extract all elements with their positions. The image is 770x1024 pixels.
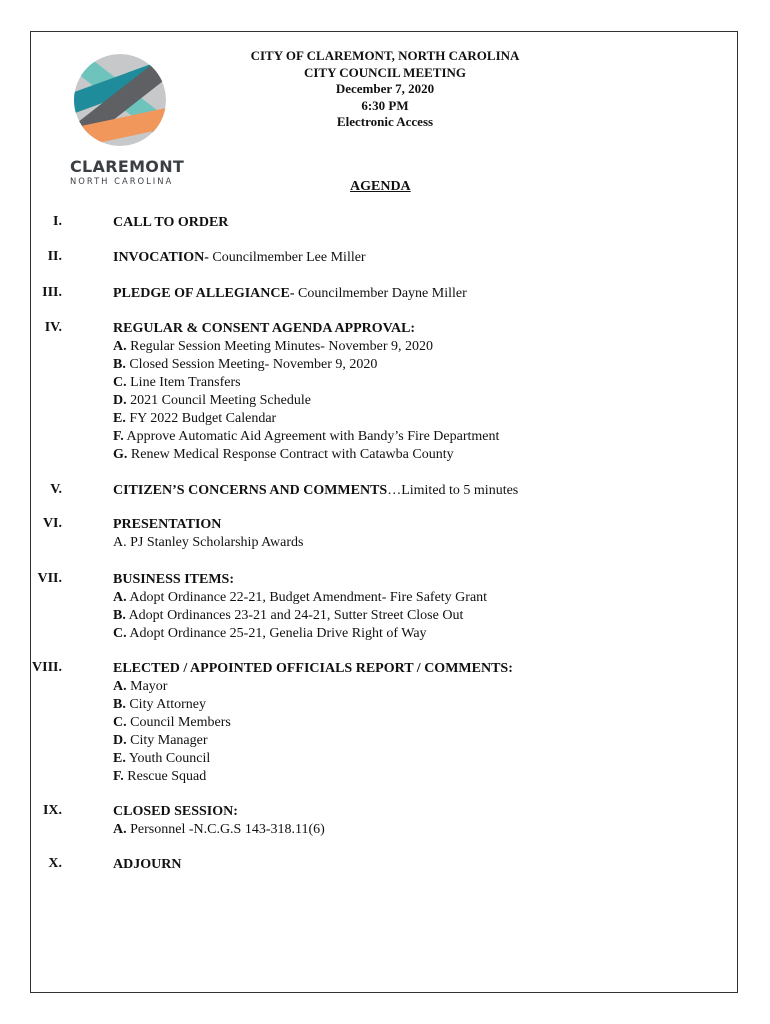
logo-subtitle: NORTH CAROLINA (70, 176, 174, 186)
agenda-title: AGENDA (350, 179, 411, 194)
section-title: CLOSED SESSION: (113, 804, 238, 819)
list-item: A. Personnel -N.C.G.S 143-318.11(6) (113, 822, 325, 837)
list-item: A. Mayor (113, 679, 168, 694)
list-item: G. Renew Medical Response Contract with Catawba County (113, 447, 454, 462)
section-title: CALL TO ORDER (113, 215, 229, 230)
logo-wordmark (70, 157, 185, 187)
list-item: A. Adopt Ordinance 22-21, Budget Amendment- Fire Safety Grant (113, 590, 488, 605)
section-detail: Councilmember Dayne Miller (294, 286, 467, 301)
section-title: BUSINESS ITEMS: (113, 572, 234, 587)
section-numeral: IX. (42, 803, 62, 818)
header-meeting: CITY COUNCIL MEETING (303, 64, 467, 80)
section-title: PRESENTATION (113, 517, 222, 532)
section-title: ELECTED / APPOINTED OFFICIALS REPORT / COMMENTS: (113, 661, 513, 676)
list-item: C. Adopt Ordinance 25-21, Genelia Drive Right of Way (113, 626, 427, 641)
header-date: December 7, 2020 (335, 81, 435, 96)
list-item: E. FY 2022 Budget Calendar (113, 411, 277, 426)
document-header (170, 48, 600, 131)
list-item: A. Regular Session Meeting Minutes- November 9, 2020 (113, 339, 434, 354)
list-item: E. Youth Council (113, 751, 211, 766)
section-detail: Councilmember Lee Miller (208, 250, 366, 265)
section-numeral: II. (47, 249, 62, 264)
section-numeral: VIII. (32, 660, 62, 675)
list-item: D. City Manager (113, 733, 208, 748)
section-numeral: V. (50, 482, 62, 497)
list-item: B. City Attorney (113, 697, 206, 712)
section-title: ADJOURN (113, 857, 182, 872)
list-item: C. Council Members (113, 715, 231, 730)
header-city: CITY OF CLAREMONT, NORTH CAROLINA (250, 48, 520, 63)
section-numeral: IV. (44, 320, 62, 335)
section-numeral: VI. (42, 516, 62, 531)
section-numeral: X. (48, 856, 62, 871)
section-title: PLEDGE OF ALLEGIANCE- (113, 286, 295, 301)
section-title: REGULAR & CONSENT AGENDA APPROVAL: (113, 321, 416, 336)
list-item: C. Line Item Transfers (113, 375, 241, 390)
list-item: B. Adopt Ordinances 23-21 and 24-21, Sutter Street Close Out (113, 608, 464, 623)
logo-name: CLAREMONT (70, 157, 185, 176)
list-item: B. Closed Session Meeting- November 9, 2020 (113, 357, 378, 372)
section-title: INVOCATION- (113, 250, 209, 265)
section-numeral: III. (42, 285, 62, 300)
section-detail: …Limited to 5 minutes (387, 483, 519, 498)
list-item: A. PJ Stanley Scholarship Awards (113, 535, 304, 550)
section-title: CITIZEN’S CONCERNS AND COMMENTS (113, 483, 388, 498)
list-item: F. Approve Automatic Aid Agreement with Bandy’s Fire Department (113, 429, 500, 444)
header-access: Electronic Access (336, 114, 434, 129)
section-numeral: VII. (37, 571, 62, 586)
list-item: D. 2021 Council Meeting Schedule (113, 393, 311, 408)
list-item: F. Rescue Squad (113, 769, 207, 784)
section-numeral: I. (53, 214, 62, 229)
header-time: 6:30 PM (361, 97, 409, 113)
